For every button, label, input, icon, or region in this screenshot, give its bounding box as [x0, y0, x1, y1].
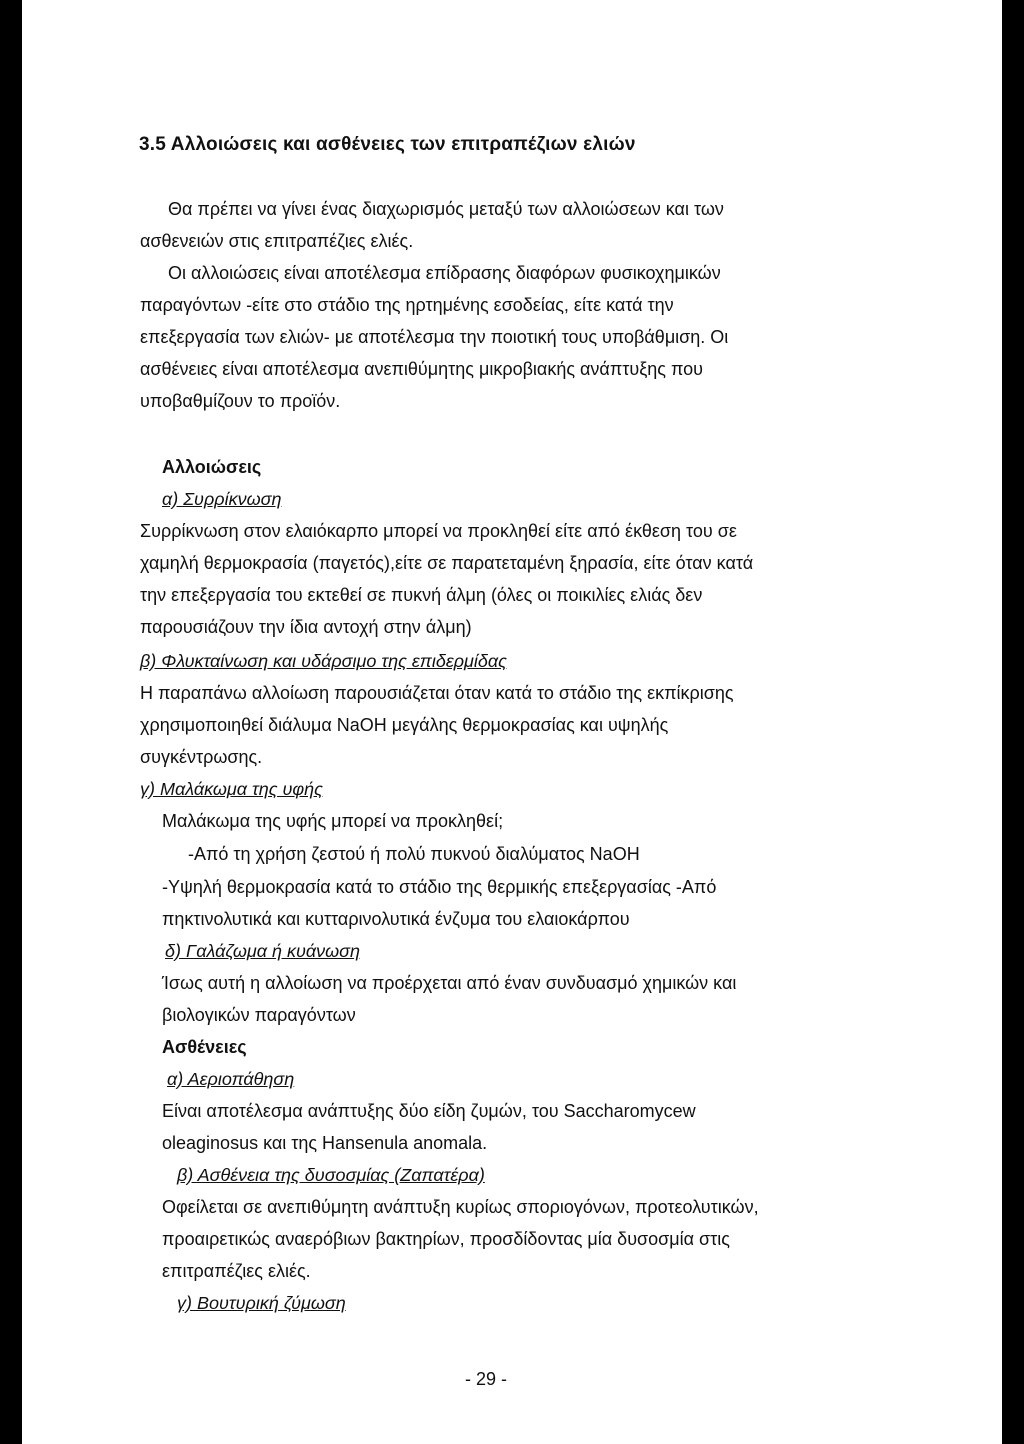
- paragraph-line: Συρρίκνωση στον ελαιόκαρπο μπορεί να προκληθεί είτε από έκθεση του σε: [140, 521, 737, 541]
- paragraph-line: βιολογικών παραγόντων: [162, 1005, 356, 1025]
- intro-line: Οι αλλοιώσεις είναι αποτέλεσμα επίδρασης διαφόρων φυσικοχημικών: [168, 263, 721, 283]
- subsection-title: γ) Βουτυρική ζύμωση: [177, 1293, 346, 1313]
- intro-line: παραγόντων -είτε στο στάδιο της ηρτημένης εσοδείας, είτε κατά την: [140, 295, 674, 315]
- paragraph-line: Είναι αποτέλεσμα ανάπτυξης δύο είδη ζυμών, του Saccharomycew: [162, 1101, 696, 1121]
- paragraph-line: Ίσως αυτή η αλλοίωση να προέρχεται από έναν συνδυασμό χημικών και: [162, 973, 737, 993]
- subsection-title: δ) Γαλάζωμα ή κυάνωση: [165, 941, 361, 961]
- paragraph-line: πηκτινολυτικά και κυτταρινολυτικά ένζυμα του ελαιοκάρπου: [162, 909, 630, 929]
- diseases-heading: Ασθένειες: [162, 1037, 247, 1057]
- paragraph-line: Η παραπάνω αλλοίωση παρουσιάζεται όταν κατά το στάδιο της εκπίκρισης: [140, 683, 734, 703]
- paragraph-line: -Από τη χρήση ζεστού ή πολύ πυκνού διαλύματος NaOH: [188, 844, 640, 864]
- paragraph-line: Οφείλεται σε ανεπιθύμητη ανάπτυξη κυρίως σποριογόνων, προτεολυτικών,: [162, 1197, 759, 1217]
- document-page: [22, 0, 1002, 1444]
- paragraph-line: συγκέντρωσης.: [140, 747, 263, 767]
- section-title: 3.5 Αλλοιώσεις και ασθένειες των επιτραπέζιων ελιών: [139, 134, 636, 155]
- paragraph-line: προαιρετικώς αναερόβιων βακτηρίων, προσδίδοντας μία δυσοσμία στις: [162, 1229, 730, 1249]
- alterations-heading: Αλλοιώσεις: [162, 457, 262, 477]
- intro-line: ασθενειών στις επιτραπέζιες ελιές.: [140, 231, 414, 251]
- intro-line: επεξεργασία των ελιών- με αποτέλεσμα την ποιοτική τους υποβάθμιση. Οι: [140, 327, 729, 347]
- paragraph-line: χαμηλή θερμοκρασία (παγετός),είτε σε παρατεταμένη ξηρασία, είτε όταν κατά: [140, 553, 754, 573]
- intro-line: Θα πρέπει να γίνει ένας διαχωρισμός μεταξύ των αλλοιώσεων και των: [168, 199, 724, 219]
- paragraph-line: Μαλάκωμα της υφής μπορεί να προκληθεί;: [162, 811, 504, 831]
- subsection-title: γ) Μαλάκωμα της υφής: [140, 779, 323, 799]
- paragraph-line: την επεξεργασία του εκτεθεί σε πυκνή άλμη (όλες οι ποικιλίες ελιάς δεν: [140, 585, 703, 605]
- intro-line: ασθένειες είναι αποτέλεσμα ανεπιθύμητης μικροβιακής ανάπτυξης που: [140, 359, 703, 379]
- subsection-title: β) Φλυκταίνωση και υδάρσιμο της επιδερμίδας: [140, 651, 507, 671]
- paragraph-line: παρουσιάζουν την ίδια αντοχή στην άλμη): [140, 617, 472, 637]
- subsection-title: α) Συρρίκνωση: [162, 489, 282, 509]
- subsection-title: α) Αεριοπάθηση: [167, 1069, 295, 1089]
- paragraph-line: επιτραπέζιες ελιές.: [162, 1261, 311, 1281]
- paragraph-line: oleaginosus και της Hansenula anomala.: [162, 1133, 488, 1153]
- subsection-title: β) Ασθένεια της δυσοσμίας (Ζαπατέρα): [177, 1165, 485, 1185]
- page-number: - 29 -: [465, 1369, 508, 1389]
- paragraph-line: -Υψηλή θερμοκρασία κατά το στάδιο της θερμικής επεξεργασίας -Από: [162, 877, 717, 897]
- intro-line: υποβαθμίζουν το προϊόν.: [140, 391, 341, 411]
- paragraph-line: χρησιμοποιηθεί διάλυμα NaOH μεγάλης θερμοκρασίας και υψηλής: [140, 715, 669, 735]
